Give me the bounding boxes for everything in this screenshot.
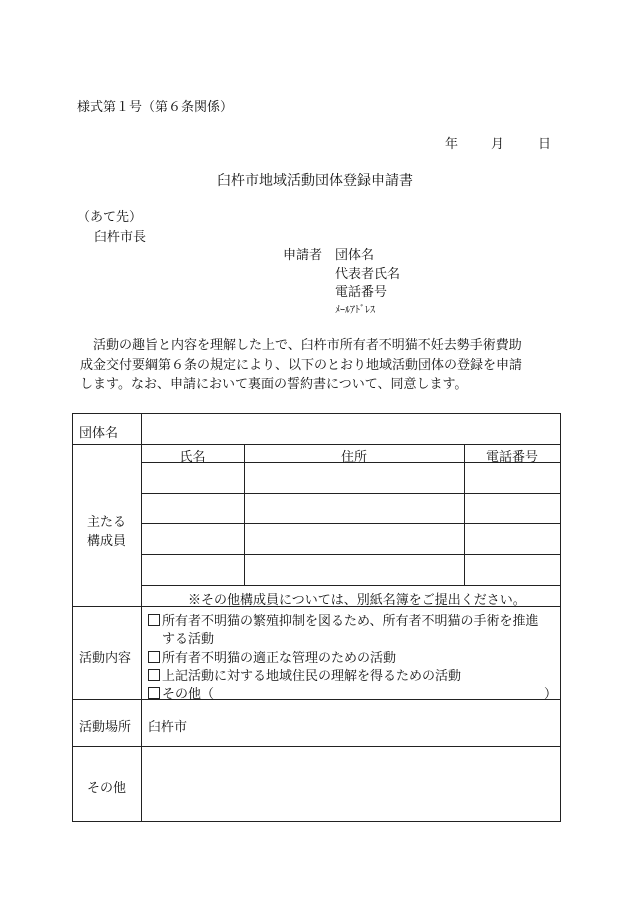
- group-name-label: 団体名: [79, 426, 119, 441]
- activity-option-text: その他（: [162, 687, 215, 702]
- place-value: 臼杵市: [148, 720, 188, 735]
- body-text-line: 成金交付要綱第６条の規定により、以下のとおり地域活動団体の登録を申請: [80, 358, 523, 373]
- members-label: 構成員: [86, 534, 126, 549]
- group-name-field[interactable]: [142, 414, 560, 444]
- member-name-header: 氏名: [179, 450, 206, 465]
- document-title: 臼杵市地域活動団体登録申請書: [217, 173, 413, 189]
- applicant-phone-label: 電話番号: [335, 285, 388, 300]
- activity-option-1-cont: する活動: [162, 632, 215, 647]
- members-label: 主たる: [86, 515, 126, 530]
- date-year-label: 年: [445, 137, 459, 152]
- activity-option-2[interactable]: [148, 647, 396, 666]
- date-day-label: 日: [538, 137, 552, 152]
- activity-option-1[interactable]: [148, 610, 538, 629]
- addressee-label: （あて先）: [77, 210, 143, 225]
- addressee-name: 臼杵市長: [94, 230, 147, 245]
- applicant-group-name-label: 団体名: [335, 248, 375, 263]
- activity-option-text: 所有者不明猫の適正な管理のための活動: [162, 651, 397, 666]
- activity-label: 活動内容: [79, 651, 132, 666]
- checkbox-icon[interactable]: [148, 687, 160, 699]
- member-phone-header: 電話番号: [485, 450, 538, 465]
- applicant-label: 申請者: [283, 248, 323, 263]
- body-text-line: 活動の趣旨と内容を理解した上で、臼杵市所有者不明猫不妊去勢手術費助: [80, 338, 522, 353]
- other-label: その他: [87, 781, 127, 796]
- member-entry-rows[interactable]: [142, 463, 560, 584]
- activity-other-close: ）: [544, 687, 558, 702]
- members-note: ※その他構成員については、別紙名簿をご提出ください。: [188, 593, 526, 608]
- activity-option-text: 所有者不明猫の繁殖抑制を図るため、所有者不明猫の手術を推進: [162, 614, 539, 629]
- checkbox-icon[interactable]: [148, 614, 160, 626]
- date-month-label: 月: [491, 137, 505, 152]
- member-address-header: 住所: [340, 450, 367, 465]
- applicant-email-label: ﾒｰﾙｱﾄﾞﾚｽ: [335, 305, 375, 316]
- checkbox-icon[interactable]: [148, 651, 160, 663]
- body-text-line: します。なお、申請において裏面の誓約書について、同意します。: [80, 377, 468, 392]
- form-number: 様式第１号（第６条関係）: [77, 100, 234, 115]
- activity-option-text: 上記活動に対する地域住民の理解を得るための活動: [162, 669, 462, 684]
- activity-option-other[interactable]: [148, 683, 214, 702]
- activity-option-3[interactable]: [148, 665, 461, 684]
- place-label: 活動場所: [79, 720, 132, 735]
- other-field[interactable]: [142, 747, 560, 821]
- checkbox-icon[interactable]: [148, 669, 160, 681]
- applicant-representative-label: 代表者氏名: [335, 267, 401, 282]
